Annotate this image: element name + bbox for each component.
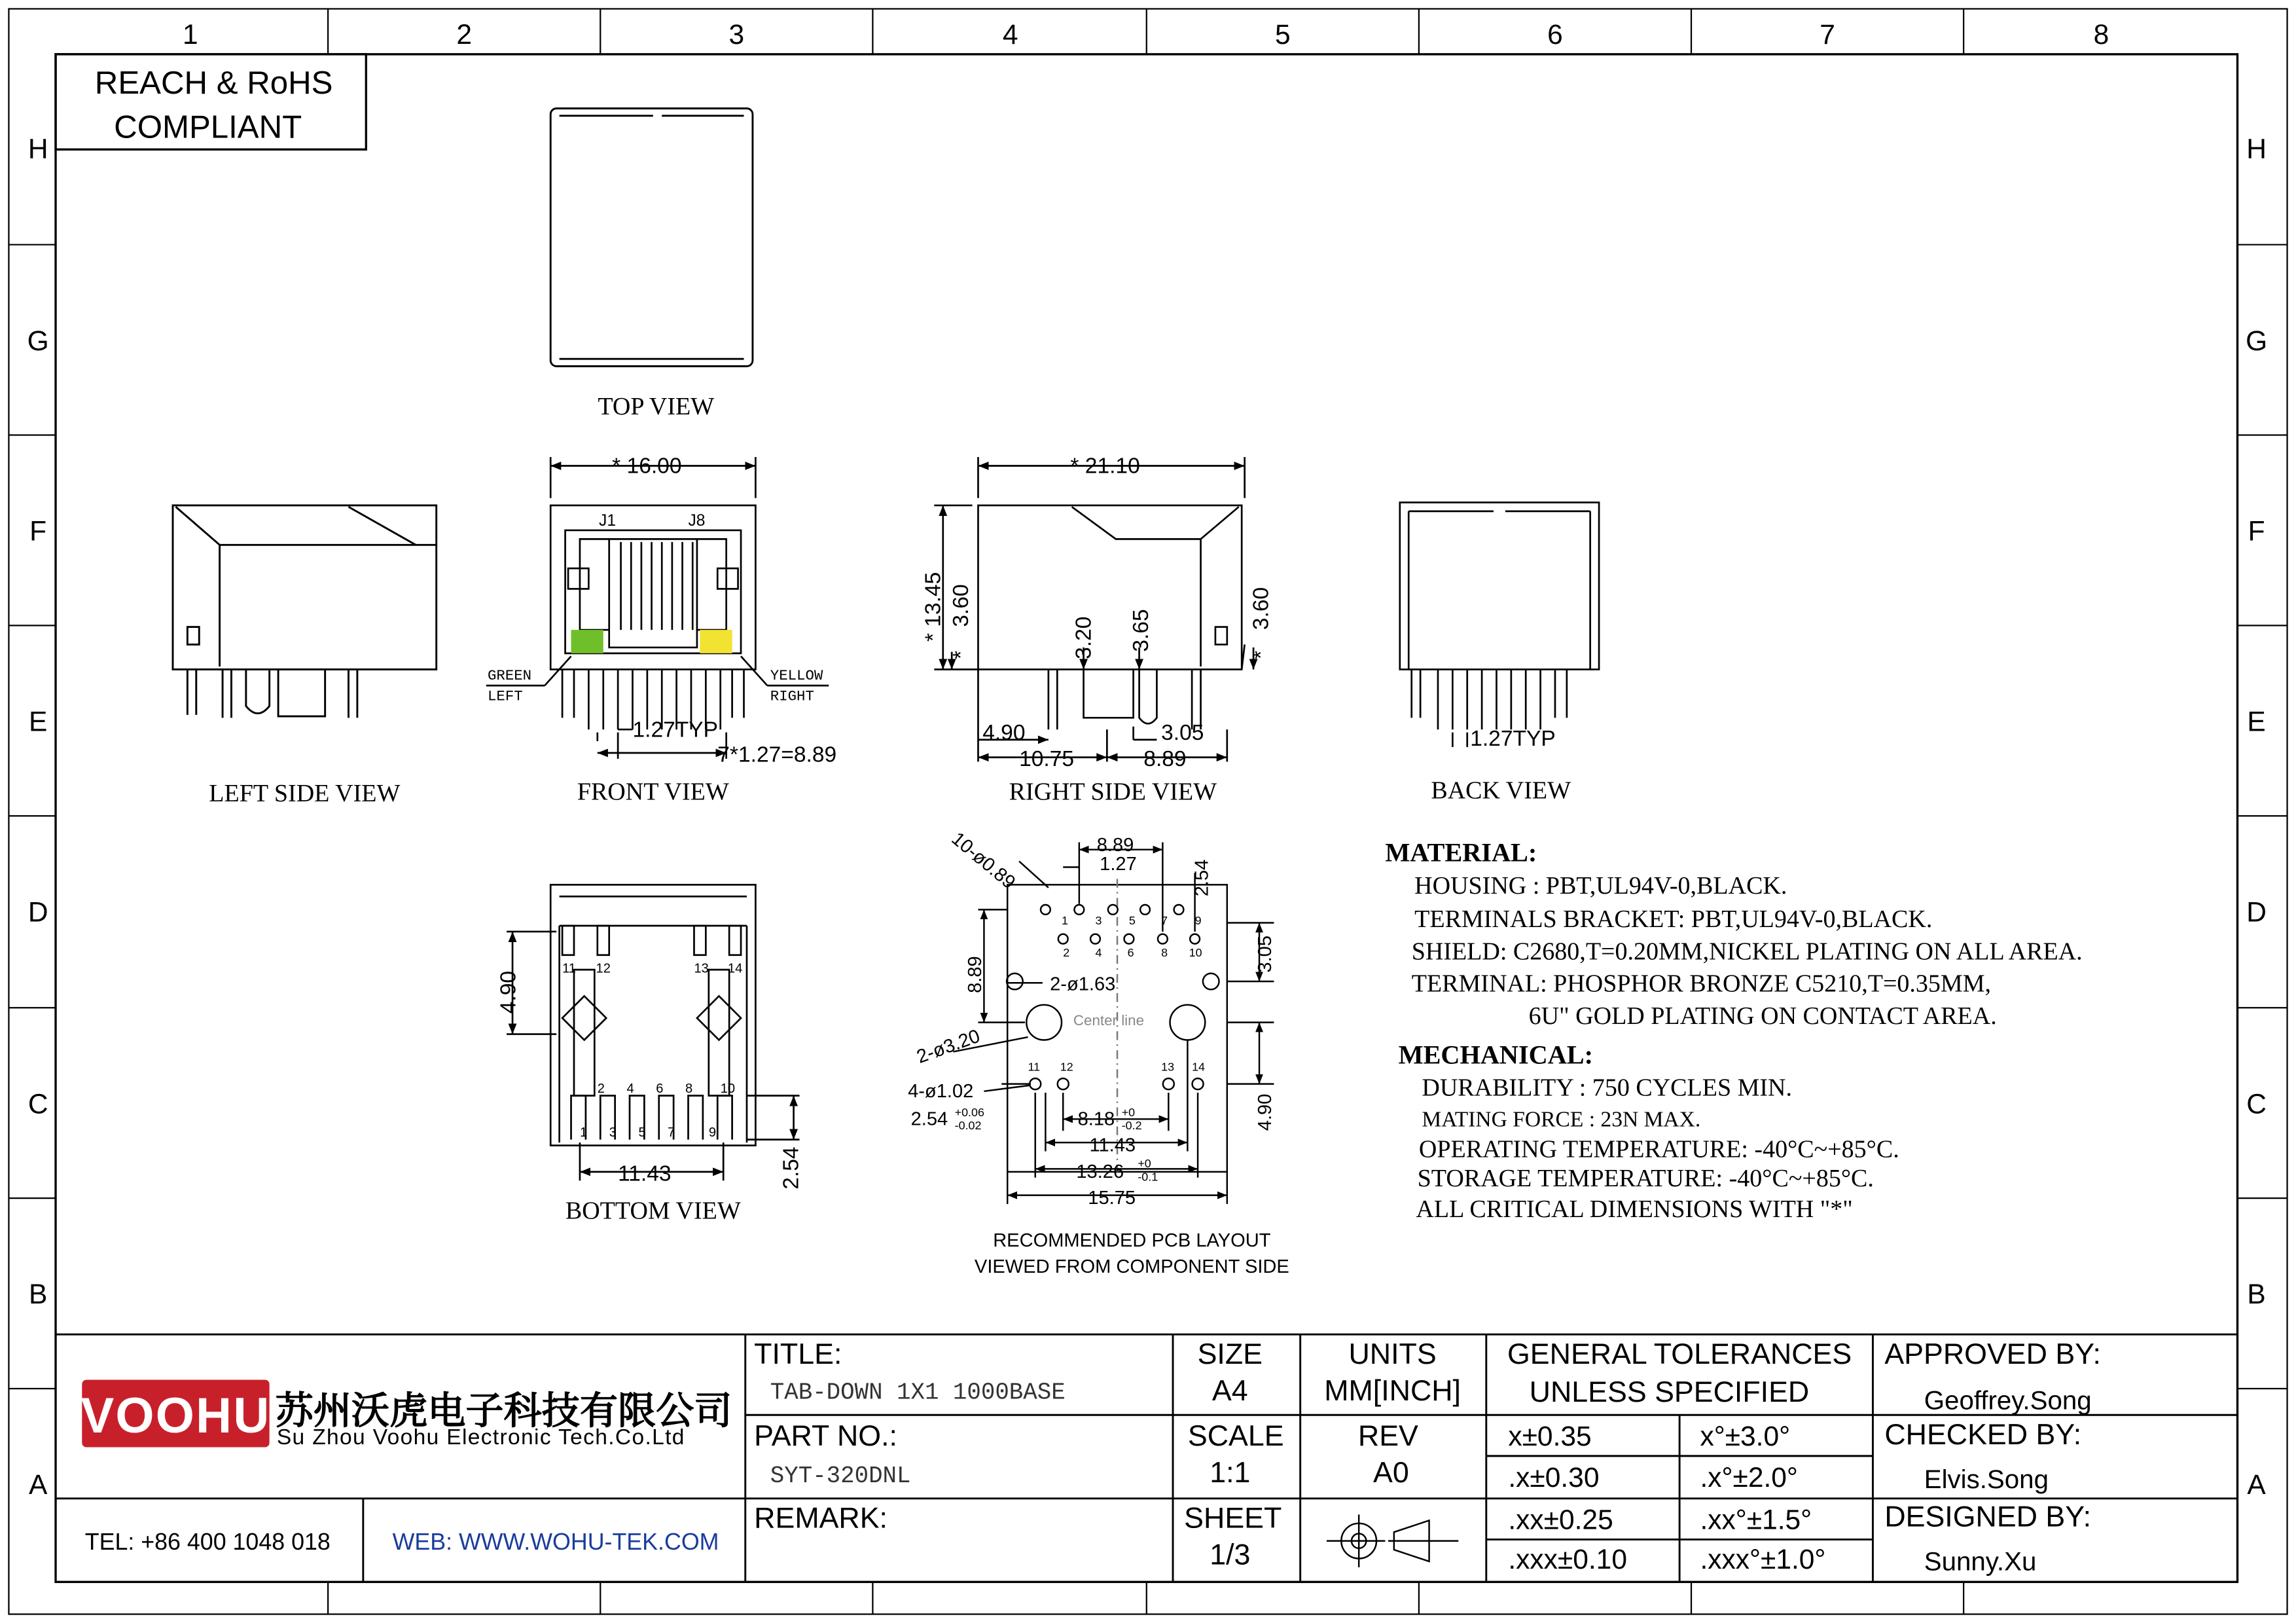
- size-label: SIZE: [1197, 1337, 1263, 1370]
- mechanical-line: DURABILITY : 750 CYCLES MIN.: [1422, 1074, 1793, 1102]
- dim-h2: 3.20: [1071, 616, 1096, 659]
- tolerance-linear: .xx±0.25: [1508, 1504, 1613, 1536]
- dim-h3: 3.65: [1128, 609, 1153, 652]
- dim-d2: 1.27: [1100, 853, 1137, 875]
- mechanical-line: MATING FORCE : 23N MAX.: [1422, 1107, 1701, 1132]
- col-label: 3: [728, 20, 745, 51]
- pin-label: 8: [685, 1082, 693, 1097]
- checked-value: Elvis.Song: [1924, 1465, 2049, 1495]
- notes: [1385, 838, 2082, 1224]
- telephone: TEL: +86 400 1048 018: [84, 1529, 331, 1556]
- left-side-view-label: LEFT SIDE VIEW: [209, 779, 401, 807]
- center-line-label: Center line: [1073, 1012, 1145, 1029]
- dim-d5: 8.89: [964, 956, 986, 993]
- website: WEB: WWW.WOHU-TEK.COM: [392, 1529, 719, 1556]
- dim-d3: 2.54: [1191, 859, 1213, 897]
- row-label: E: [28, 706, 48, 738]
- material-line: HOUSING : PBT,UL94V-0,BLACK.: [1414, 871, 1787, 900]
- pin-label: 5: [638, 1125, 646, 1140]
- dim-holes: 10-ø0.89: [947, 828, 1020, 894]
- part-label: PART NO.:: [754, 1419, 897, 1453]
- dim-d8: 4-ø1.02: [908, 1080, 974, 1102]
- tolerance-angular: .xxx°±1.0°: [1700, 1544, 1826, 1576]
- col-label: 2: [456, 20, 473, 51]
- dim-d9: 2.54: [910, 1108, 948, 1130]
- pin-label: 7: [1161, 913, 1168, 927]
- rev-label: REV: [1357, 1419, 1418, 1453]
- col-label: 4: [1002, 20, 1018, 51]
- tolerance-heading: GENERAL TOLERANCES: [1507, 1337, 1852, 1370]
- label-yellow: YELLOW: [770, 667, 823, 685]
- row-label: H: [27, 134, 48, 165]
- pin-label: 12: [596, 961, 611, 976]
- left-side-view: [173, 505, 437, 718]
- front-view: [486, 454, 836, 767]
- title-block: [56, 1334, 2237, 1582]
- label-left: LEFT: [488, 687, 523, 705]
- green-led: [571, 630, 603, 653]
- projection-symbol-icon: [1327, 1514, 1458, 1567]
- part-value: SYT-320DNL: [770, 1463, 911, 1490]
- row-label: G: [27, 325, 49, 357]
- col-label: 7: [1820, 20, 1835, 51]
- checked-label: CHECKED BY:: [1884, 1417, 2082, 1451]
- pin-label: 5: [1128, 913, 1136, 927]
- label-green: GREEN: [488, 667, 532, 685]
- tolerance-angular: x°±3.0°: [1700, 1421, 1791, 1453]
- tolerance-linear: x±0.35: [1508, 1421, 1592, 1453]
- col-label: 8: [2093, 20, 2109, 51]
- material-line: 6U" GOLD PLATING ON CONTACT AREA.: [1528, 1002, 1997, 1030]
- top-view-label: TOP VIEW: [598, 393, 715, 421]
- pin-label: 1: [1062, 913, 1068, 927]
- label-j1: J1: [599, 512, 617, 530]
- pin-label: 14: [1192, 1060, 1206, 1074]
- top-view: [550, 109, 753, 367]
- scale-label: SCALE: [1187, 1419, 1284, 1453]
- row-label: D: [27, 897, 48, 928]
- company-logo: [81, 1380, 270, 1448]
- pin-label: 13: [694, 961, 709, 976]
- tolerance-linear: .x±0.30: [1508, 1462, 1600, 1493]
- contact-fingers: [621, 542, 693, 630]
- critical-mark: *: [1249, 650, 1274, 659]
- mechanical-line: OPERATING TEMPERATURE: -40°C~+85°C.: [1418, 1135, 1899, 1163]
- dim-d3: 10.75: [1019, 747, 1075, 772]
- compliance-box: [56, 54, 366, 149]
- pin-label: 8: [1161, 945, 1168, 959]
- rev-value: A0: [1373, 1456, 1409, 1489]
- dim-3: 2.54: [779, 1146, 804, 1190]
- row-label: H: [2246, 134, 2267, 165]
- dim-d2: 3.05: [1161, 720, 1204, 745]
- pin-label: 9: [708, 1125, 717, 1140]
- yellow-led: [700, 630, 732, 653]
- scale-value: 1:1: [1210, 1456, 1251, 1489]
- material-line: SHIELD: C2680,T=0.20MM,NICKEL PLATING ON ALL AREA.: [1411, 938, 2083, 966]
- sheet-label: SHEET: [1184, 1501, 1282, 1535]
- pin-label: 7: [668, 1125, 675, 1140]
- pin-label: 13: [1161, 1060, 1175, 1074]
- approved-value: Geoffrey.Song: [1924, 1385, 2092, 1415]
- row-label: C: [27, 1089, 48, 1120]
- tol-dn: -0.1: [1138, 1170, 1158, 1184]
- sheet-frame: [9, 9, 2287, 1614]
- dim-span: 7*1.27=8.89: [717, 742, 837, 767]
- dim-d4: 3.05: [1254, 935, 1276, 973]
- tolerance-angular: .x°±2.0°: [1700, 1462, 1798, 1493]
- row-label: B: [2247, 1279, 2266, 1311]
- back-view: [1400, 502, 1599, 747]
- material-line: TERMINALS BRACKET: PBT,UL94V-0,BLACK.: [1414, 905, 1933, 934]
- pin-label: 12: [1060, 1060, 1073, 1074]
- pin-label: 11: [562, 961, 577, 976]
- right-side-view: [921, 454, 1273, 771]
- back-dim-pitch: 1.27TYP: [1470, 726, 1556, 751]
- tolerance-angular: .xx°±1.5°: [1700, 1504, 1812, 1536]
- bottom-view-label: BOTTOM VIEW: [565, 1197, 741, 1225]
- dim-width: 21.10: [1085, 454, 1140, 479]
- pin-label: 3: [609, 1125, 617, 1140]
- pcb-layout: [908, 828, 1289, 1277]
- sheet-value: 1/3: [1210, 1538, 1251, 1571]
- compliance-line1: REACH & RoHS: [94, 65, 333, 101]
- compliance-line2: COMPLIANT: [114, 109, 302, 145]
- front-view-label: FRONT VIEW: [577, 778, 729, 806]
- row-label: A: [28, 1470, 48, 1501]
- col-label: 6: [1547, 20, 1563, 51]
- units-label: UNITS: [1348, 1337, 1437, 1370]
- dim-1: 4.90: [496, 970, 521, 1014]
- critical-mark: *: [921, 632, 946, 642]
- back-view-label: BACK VIEW: [1431, 776, 1571, 805]
- row-label: G: [2246, 325, 2268, 357]
- pin-label: 1: [579, 1125, 588, 1140]
- designed-label: DESIGNED BY:: [1884, 1500, 2092, 1533]
- label-right: RIGHT: [770, 687, 814, 705]
- dim-d11: 11.43: [1089, 1135, 1136, 1156]
- units-value: MM[INCH]: [1324, 1374, 1461, 1407]
- dim-d1: 8.89: [1096, 834, 1134, 856]
- pin-label: 9: [1194, 913, 1202, 927]
- title-label: TITLE:: [754, 1337, 842, 1370]
- approved-label: APPROVED BY:: [1884, 1337, 2102, 1370]
- material-line: TERMINAL: PHOSPHOR BRONZE C5210,T=0.35MM,: [1411, 970, 1992, 998]
- pin-label: 3: [1095, 913, 1102, 927]
- row-label: D: [2246, 897, 2267, 928]
- tolerance-linear: .xxx±0.10: [1508, 1544, 1627, 1576]
- material-heading: MATERIAL:: [1385, 837, 1537, 867]
- designed-value: Sunny.Xu: [1924, 1546, 2037, 1577]
- critical-mark: *: [612, 454, 621, 479]
- tol-dn: -0.02: [954, 1118, 982, 1132]
- critical-mark: *: [948, 650, 973, 659]
- right-side-view-label: RIGHT SIDE VIEW: [1009, 778, 1217, 806]
- dim-height: 13.45: [921, 572, 946, 627]
- dim-d6: 2-ø1.63: [1050, 974, 1116, 995]
- critical-mark: *: [1070, 454, 1079, 479]
- dim-pitch: 1.27TYP: [632, 718, 719, 742]
- tol-up: +0: [1121, 1105, 1136, 1119]
- pin-label: 2: [1063, 945, 1070, 959]
- pin-label: 4: [1095, 945, 1102, 959]
- dim-d12: 13.26: [1076, 1161, 1124, 1182]
- dim-d7: 2-ø3.20: [914, 1025, 983, 1068]
- bottom-view: [497, 884, 804, 1189]
- label-j8: J8: [688, 512, 706, 530]
- mechanical-heading: MECHANICAL:: [1398, 1040, 1594, 1070]
- tol-up: +0.06: [954, 1105, 984, 1119]
- pin-label: 11: [1028, 1060, 1041, 1074]
- pin-label: 14: [727, 961, 743, 976]
- dim-h1: 3.60: [948, 584, 973, 627]
- dim-2: 11.43: [618, 1161, 672, 1186]
- tolerance-subheading: UNLESS SPECIFIED: [1529, 1376, 1810, 1409]
- row-label: C: [2246, 1089, 2267, 1120]
- dim-d4: 8.89: [1143, 747, 1187, 772]
- row-label: F: [2248, 516, 2265, 547]
- row-label: A: [2247, 1470, 2266, 1501]
- col-label: 5: [1275, 20, 1291, 51]
- pin-label: 10: [720, 1082, 736, 1097]
- dim-d10: 8.18: [1077, 1108, 1115, 1130]
- col-label: 1: [183, 20, 198, 51]
- tol-dn: -0.2: [1121, 1118, 1142, 1132]
- pin-label: 6: [1127, 945, 1134, 959]
- mechanical-line: ALL CRITICAL DIMENSIONS WITH "*": [1416, 1195, 1853, 1224]
- pcb-caption-1: RECOMMENDED PCB LAYOUT: [993, 1230, 1271, 1251]
- pin-label: 2: [597, 1082, 605, 1097]
- title-value: TAB-DOWN 1X1 1000BASE: [770, 1379, 1066, 1406]
- pin-label: 6: [656, 1082, 664, 1097]
- company-name-cn: 苏州沃虎电子科技有限公司: [275, 1389, 732, 1432]
- dim-d1: 4.90: [982, 720, 1026, 745]
- pin-label: 4: [626, 1082, 634, 1097]
- logo-text: VOOHU: [81, 1388, 271, 1444]
- dim-d14: 4.90: [1254, 1093, 1276, 1131]
- pcb-caption-2: VIEWED FROM COMPONENT SIDE: [974, 1256, 1289, 1278]
- dim-width: 16.00: [626, 454, 682, 479]
- dim-d13: 15.75: [1088, 1188, 1136, 1209]
- dim-h4: 3.60: [1249, 587, 1274, 630]
- row-label: E: [2247, 706, 2266, 738]
- size-value: A4: [1211, 1374, 1248, 1407]
- tol-up: +0: [1138, 1157, 1151, 1171]
- row-label: F: [29, 516, 47, 547]
- grid-ticks: [9, 9, 2287, 1614]
- row-label: B: [28, 1279, 48, 1311]
- pin-label: 10: [1189, 945, 1202, 959]
- remark-label: REMARK:: [754, 1501, 888, 1535]
- company-name-en: Su Zhou Voohu Electronic Tech.Co.Ltd: [276, 1425, 685, 1450]
- mechanical-line: STORAGE TEMPERATURE: -40°C~+85°C.: [1417, 1165, 1874, 1193]
